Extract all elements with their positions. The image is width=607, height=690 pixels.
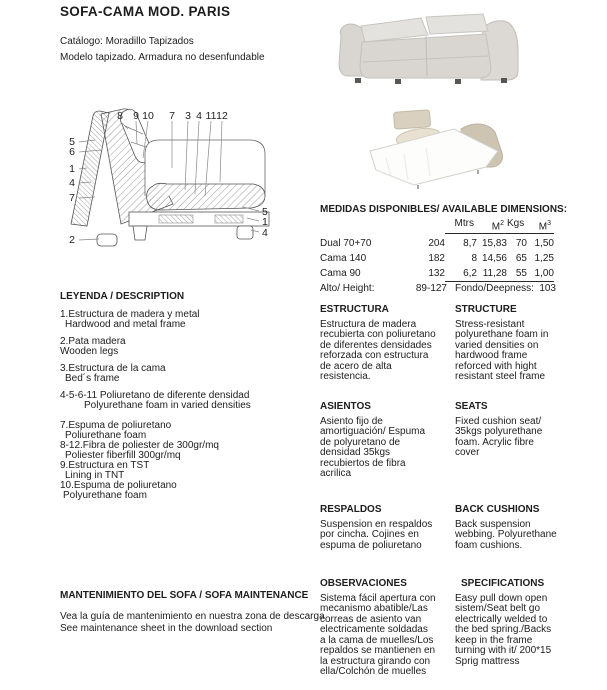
seats-heading-en: SEATS [455,401,488,412]
legend-item-en: Polyurethane foam in varied densities [84,400,251,411]
diagram-callout: 10 [142,110,154,122]
legend-item-es: 9.Estructura en TST [60,460,150,471]
row-m2: 14,56 [481,253,507,265]
legend-item-es: 7.Espuma de poliuretano [60,420,172,431]
row-name: Cama 90 [320,268,361,280]
row-kgs: 65 [515,253,527,265]
backs-heading-es: RESPALDOS [320,504,382,515]
diagram-callout: 1 [69,163,75,175]
row-name: Dual 70+70 [320,238,372,250]
legend-item [60,391,310,411]
backs-section-es [320,505,436,551]
diagram-callout: 4 [262,227,268,239]
structure-body-en: Stress-resistant polyurethane foam in varied densities on hardwood frame reforced with hight resistant steel frame [455,318,549,382]
legend-item-es: 8-12.Fibra de poliester de 300gr/mq [60,440,219,451]
backs-heading-en: BACK CUSHIONS [455,504,540,515]
legend-item-es: 3.Estructura de la cama [60,363,166,374]
diagram-callout: 11 [205,110,217,122]
col-header-kgs: Kgs [507,217,527,234]
sofa-cutaway-diagram [33,98,305,267]
dimensions-heading: MEDIDAS DISPONIBLES/ AVAILABLE DIMENSIONS: [320,204,568,215]
diagram-callout: 4 [69,177,75,189]
structure-section-es [320,305,436,383]
sofa-closed-photo [333,5,525,92]
depth-label: Fondo/Deepness: [455,283,534,294]
structure-heading-es: ESTRUCTURA [320,304,389,315]
maintenance-heading: MANTENIMIENTO DEL SOFA / SOFA MAINTENANCE [60,590,309,601]
maintenance-line-es: Vea la guía de mantenimiento en nuestra zona de descarga [60,611,325,622]
legend-item-es: 2.Pata madera [60,336,126,347]
specifications-section-en [455,579,559,667]
seats-heading-es: ASIENTOS [320,401,371,412]
legend-item-en: Hardwood and metal frame [65,319,186,330]
seats-section-es [320,402,436,480]
catalog-line: Catálogo: Moradillo Tapizados [60,36,194,47]
structure-body-es: Estructura de madera recubierta con poliuretano de diferentes densidades reforzada con estructura de acero de alta resistencia. [320,318,436,382]
diagram-callout: 7 [69,192,75,204]
legend-item [60,364,310,384]
depth-value: 103 [539,283,556,294]
legend-heading: LEYENDA / DESCRIPTION [60,291,185,302]
legend-item-en: Poliester fiberfill 300gr/mq [65,450,181,461]
col-header-mtrs: Mtrs [445,217,477,234]
structure-heading-en: STRUCTURE [455,304,517,315]
row-width: 132 [428,268,445,280]
seats-section-en [455,402,559,459]
row-mtrs: 6,2 [445,266,477,282]
legend-item-es: 10.Espuma de poliuretano [60,480,177,491]
row-name: Cama 140 [320,253,367,265]
row-kgs: 70 [515,238,527,250]
legend-item-en: Bed´s frame [65,373,120,384]
specifications-body-en: Easy pull down open sistem/Seat belt go electrically welded to the bed spring./Backs keep in the frame turning with it/ 200*15 Sprig mattress [455,592,552,667]
legend-item-en: Polyurethane foam [63,490,147,501]
backs-body-en: Back suspension webbing. Polyurethane foam cushions. [455,518,557,551]
diagram-callout: 5 [69,136,75,148]
row-width: 182 [428,253,445,265]
col-header-m2: $M^2$ [477,217,507,234]
sofa-open-photo [366,108,530,195]
diagram-callout: 6 [69,146,75,158]
diagram-callout: 2 [69,234,75,246]
row-m2: 11,28 [477,266,507,282]
observations-heading-es: OBSERVACIONES [320,578,407,589]
diagram-callout: 1 [262,216,268,228]
legend-item [60,441,310,461]
legend-item [60,310,310,330]
legend-item-en: Wooden legs [60,346,119,357]
row-kgs: 55 [507,266,527,282]
diagram-callout: 5 [262,206,268,218]
seats-body-en: Fixed cushion seat/ 35kgs polyurethane foam. Acrylic fibre cover [455,415,543,458]
maintenance-body [60,611,360,634]
seats-body-es: Asiento fijo de amortiguación/ Espuma de polyuretano de densidad 35kgs recubiertos de fibra acrilica [320,415,426,479]
row-m3: 1,50 [534,238,554,250]
legend-item [60,421,310,441]
height-label: Alto/ Height: [320,283,375,294]
backs-section-en [455,505,559,551]
legend-item-es: 1.Estructura de madera y metal [60,309,200,320]
diagram-callout: 3 [185,110,191,122]
legend-item [60,481,310,501]
specifications-heading-en: SPECIFICATIONS [461,578,545,589]
diagram-callout: 9 [133,110,139,122]
legend-item-es: 4-5-6-11 Poliuretano de diferente densidad [60,390,250,401]
backs-body-es: Suspension en respaldos por cincha. Cojines en espuma de poliuretano [320,518,433,551]
row-m3: 1,25 [534,253,554,265]
diagram-callout: 8 [117,110,123,122]
row-m3: 1,00 [527,266,554,282]
diagram-callout: 4 [196,110,202,122]
legend-item-en: Lining in TNT [65,470,125,481]
legend-item-en: Poliurethane foam [65,430,147,441]
observations-body-es: Sistema fácil apertura con mecanismo abatible/Las correas de asiento van electricamente soldadas a la cama de muelles/Los repaldos se mantienen en la estructura girando con ella/Colchón de muelles [320,592,436,677]
model-line: Modelo tapizado. Armadura no desenfundable [60,52,265,63]
legend-item [60,461,310,481]
row-m2: 15,83 [481,238,507,250]
row-mtrs: 8,7 [463,238,477,250]
legend-item [60,337,310,357]
page-title: SOFA-CAMA MOD. PARIS [60,4,231,19]
maintenance-line-en: See maintenance sheet in the download section [60,622,273,634]
row-mtrs: 8 [471,253,477,265]
row-width: 204 [428,238,445,250]
structure-section-en [455,305,559,383]
dimensions-table [320,217,554,282]
col-header-m3: $M^3$ [527,217,554,234]
diagram-callout: 12 [216,110,228,122]
legend-section [60,292,310,501]
height-value: 89-127 [415,283,447,294]
diagram-callout: 7 [169,110,175,122]
